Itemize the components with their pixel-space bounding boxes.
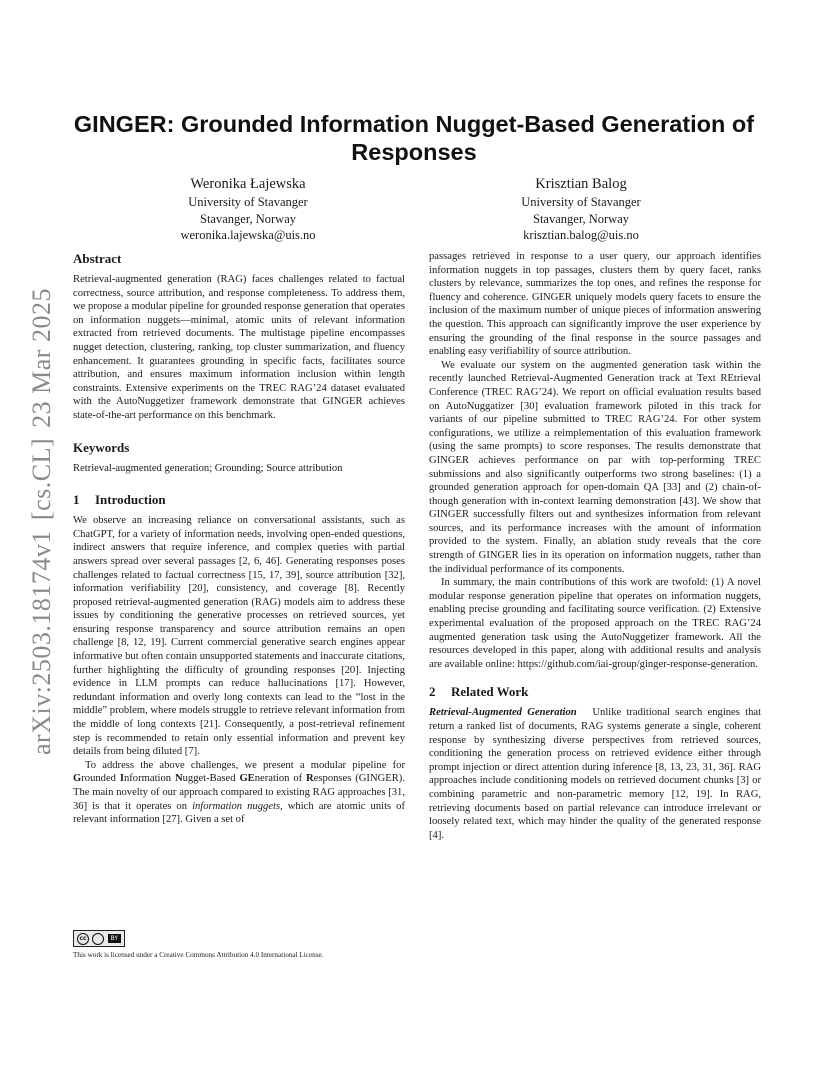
section-number: 1	[73, 492, 80, 508]
author-location: Stavanger, Norway	[533, 211, 629, 226]
author-affiliation: University of Stavanger	[521, 195, 641, 209]
author-name: Krisztian Balog	[535, 176, 627, 192]
related-work-text: Unlike traditional search engines that return a ranked list of documents, RAG systems generate a single, coherent response by synthesizing diverse perspectives from retrieved sources, conditioning the generation process on retrieved evidence either through prompt injection or direct attention during inference [8, 13, 23, 31, 36]. RAG approaches include conditioning models on retrieved document chunks [3] or combining parametric and non-parametric memory [12, 19]. In RAG, retrieving documents based on partial relevance can introduce irrelevant or loosely related text, which may hinder the quality of the generated response [4].	[429, 707, 762, 841]
intro-paragraph-1: We observe an increasing reliance on conversational assistants, such as ChatGPT, for a variety of information needs, involving open-ended questions, indirect answers that require inference, and complex queries with partial answers spread over several passages [2, 6, 46]. Generating responses poses challenges related to factual correctness [15, 17, 39], source attribution [32], information verifiability [20], consistency, and coverage [8]. Recently proposed retrieval-augmented generation (RAG) models aim to address these issues by conditioning the generative processes on retrieved sources, yet ensuring response transparency and source attribution remains an open challenge [8, 12, 19]. Current commercial generative search engines appear informative but often contain unsupported statements and inaccurate citations, further highlighting the difficulty of grounding responses [20]. Injecting evidence in LLM prompts can reduce hallucinations [17]. However, redundant information and overly long contexts can lead to the “lost in the middle” problem, where models struggle to retrieve relevant information from the middle of long contexts [21]. Consequently, a post-retrieval refinement step is recommended to retain only essential information and prevent key details from being diluted [7].	[73, 515, 405, 758]
cc-logo-icon: cc	[77, 933, 89, 945]
author-block-1	[118, 175, 378, 244]
cc-by-license-icon[interactable]	[73, 930, 125, 947]
section-title: Related Work	[451, 684, 529, 700]
paper-title: GINGER: Grounded Information Nugget-Based Generation of Responses	[73, 111, 755, 165]
section-number: 2	[429, 684, 436, 700]
intro-paragraph-5: In summary, the main contributions of this work are twofold: (1) A novel modular response generation pipeline that operates on information nuggets, enabling precise grounding and facilitating source verification. (2) Extensive experimental evaluation of the proposed approach on the TREC RAG’24 augmented generation task using the AutoNuggetizer framework. All the resources developed in this paper, along with additional results and analysis are available online: https://github.com/iai-group/ginger-response-generation.	[429, 577, 761, 670]
right-column	[429, 250, 761, 842]
author-block-2	[451, 175, 711, 244]
author-email: weronika.lajewska@uis.no	[180, 228, 316, 242]
abstract-heading: Abstract	[73, 251, 122, 266]
left-column	[73, 250, 405, 827]
by-label: BY	[108, 934, 121, 943]
author-email: krisztian.balog@uis.no	[523, 228, 639, 242]
related-work-heading	[429, 683, 761, 700]
intro-paragraph-2: To address the above challenges, we present a modular pipeline for Grounded Information Nugget-Based GEneration of Responses (GINGER). The main novelty of our approach compared to existing RAG approaches [31, 36] is that it operates on information nuggets, which are atomic units of relevant information [27]. Given a set of	[73, 759, 405, 826]
abstract-text: Retrieval-augmented generation (RAG) faces challenges related to factual correctness, source attribution, and response completeness. To address them, we propose a modular pipeline for grounded response generation that operates on information nuggets—minimal, atomic units of relevant information extracted from retrieved documents. The multistage pipeline encompasses nugget detection, clustering, ranking, top cluster summarization, and fluency enhancement. It guarantees grounding in specific facts, facilitates source attribution, and ensures maximum information inclusion within length constraints. Extensive experiments on the TREC RAG’24 dataset evaluated with the AutoNuggetizer framework demonstrate that GINGER achieves state-of-the-art performance on this benchmark.	[73, 274, 405, 421]
keywords-heading: Keywords	[73, 439, 130, 455]
author-affiliation: University of Stavanger	[188, 195, 308, 209]
license-footer	[73, 930, 413, 960]
author-name: Weronika Łajewska	[190, 176, 306, 192]
license-text: This work is licensed under a Creative Commons Attribution 4.0 International License.	[73, 951, 324, 959]
introduction-heading	[73, 491, 405, 508]
related-work-paragraph	[429, 706, 761, 842]
intro-paragraph-4: We evaluate our system on the augmented generation task within the recently launched Retrieval-Augmented Generation track at Text REtrieval Conference (TREC RAG’24). We report on official evaluation results based on AutoNuggatizer [30] evaluation framework piloted in this track for variants of our pipeline submitted to TREC RAG’24. For other system configurations, we utilize a reimplementation of this evaluation framework (using the same prompts) to score responses. The results demonstrate that GINGER achieves performance on par with top-performing TREC submissions and also significantly outperforms two strong baselines: (1) a grounded generation approach for open-domain QA [33] and (2) chain-of-though generation with in-context learning demonstration [43]. We show that GINGER successfully filters out and synthesizes information from relevant sources, and its performance increases with the amount of information provided to the system. Finally, an ablation study reveals that the core strength of GINGER lies in its operation on information nuggets, rather than the individual performance of its components.	[429, 359, 761, 575]
intro-paragraph-3: passages retrieved in response to a user query, our approach identifies information nuggets in top passages, clusters them by query facet, ranks clusters by relevance, summarizes the top ones, and refines the response for fluency and coherence. GINGER uniquely models query facets to ensure the inclusion of the maximum number of unique pieces of information answering the question. This approach can significantly improve the user experience by ensuring the grounding of the final response in the source passages and enabling easy verifiability of source attribution.	[429, 251, 761, 358]
section-title: Introduction	[95, 492, 166, 508]
keywords-text: Retrieval-augmented generation; Grounding; Source attribution	[73, 462, 343, 474]
arxiv-category: [cs.CL]	[27, 437, 56, 521]
author-location: Stavanger, Norway	[200, 211, 296, 226]
arxiv-id: arXiv:2503.18174v1	[27, 530, 56, 755]
arxiv-date: 23 Mar 2025	[27, 288, 56, 428]
arxiv-identifier	[22, 285, 62, 755]
person-icon	[92, 933, 104, 945]
subsection-heading: Retrieval-Augmented Generation	[429, 707, 577, 719]
